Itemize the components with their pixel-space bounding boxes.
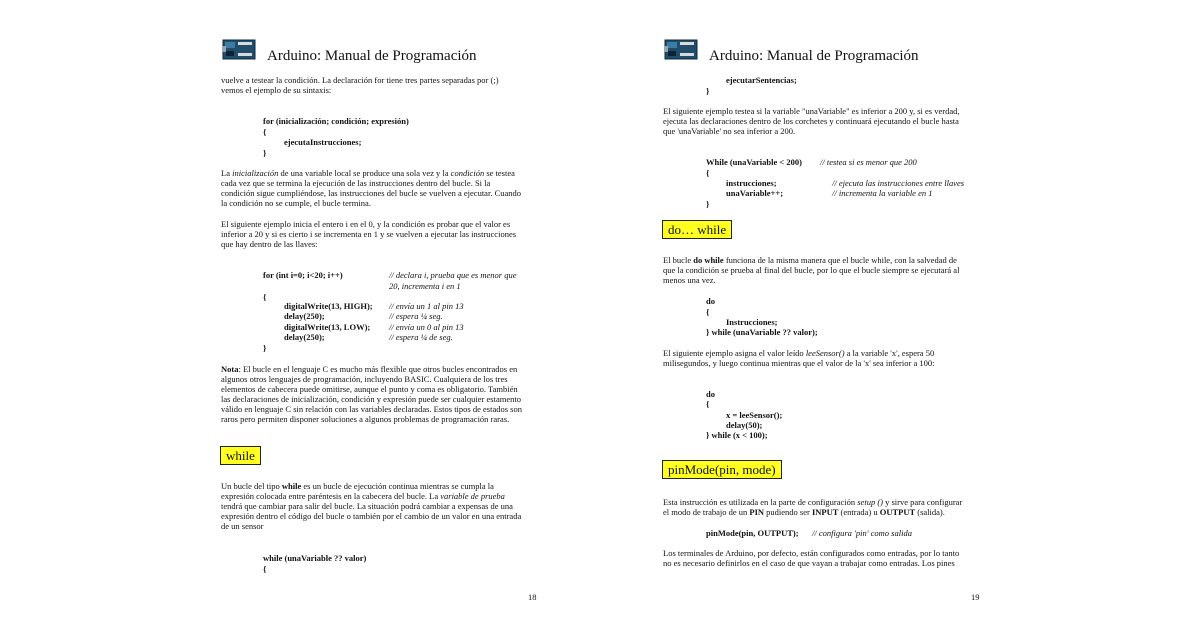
code-line: do (706, 296, 715, 306)
code-line: while (unaVariable ?? valor) (263, 553, 367, 563)
note-line: algunos otros lenguajes de programación, incluyendo BASIC. Cualquiera de los tres (221, 374, 508, 384)
arduino-board-icon (222, 38, 256, 60)
code-line: } (263, 343, 267, 353)
paragraph-line: El siguiente ejemplo inicia el entero i en el 0, y la condición es probar que el valor es (221, 219, 511, 229)
code-line: } (263, 148, 267, 158)
code-comment: // ejecuta las instrucciones entre llaves (832, 178, 965, 188)
code-comment: // envía un 0 al pin 13 (389, 322, 464, 332)
paragraph-line: menos una vez. (663, 275, 716, 285)
intro-line: vemos el ejemplo de su sintaxis: (221, 85, 332, 95)
code-comment: // configura 'pin' como salida (812, 528, 912, 538)
paragraph-line: Un bucle del tipo while es un bucle de ejecución continua mientras se cumpla la (221, 481, 494, 491)
page-number: 19 (971, 592, 980, 602)
code-line: { (706, 399, 710, 409)
code-line: delay(250); (284, 311, 325, 321)
code-line: do (706, 389, 715, 399)
paragraph-line: cada vez que se termina la ejecución de las instrucciones dentro del bucle. Si la (221, 178, 491, 188)
paragraph-line: El siguiente ejemplo testea si la variable "unaVariable" es inferior a 200 y, si es verdad, (663, 106, 960, 116)
code-line: { (263, 292, 267, 302)
note-line: las declaraciones de inicialización, condición y expresión puede ser cualquier estamento (221, 394, 521, 404)
code-line: delay(250); (284, 332, 325, 342)
code-comment: // incrementa la variable en 1 (832, 188, 933, 198)
code-line: { (706, 168, 710, 178)
code-line: While (unaVariable < 200) (706, 157, 802, 167)
section-heading-while: while (220, 446, 261, 465)
code-comment: // espera ¼ seg. (389, 311, 443, 321)
code-line: { (263, 127, 267, 137)
code-line: } while (x < 100); (706, 430, 768, 440)
code-line: for (inicialización; condición; expresión) (263, 116, 409, 126)
code-line: { (706, 307, 710, 317)
paragraph-line: la condición no se cumple, el bucle termina. (221, 198, 371, 208)
code-line: } while (unaVariable ?? valor); (706, 327, 818, 337)
code-line: ejecutarSentencias; (726, 75, 797, 85)
paragraph-line: condición sigue cumpliéndose, las instrucciones del bucle se vuelven a ejecutar. Cuando (221, 188, 522, 198)
paragraph-line: Esta instrucción es utilizada en la parte de configuración setup () y sirve para configurar (663, 497, 963, 507)
page-right (600, 0, 1200, 627)
arduino-board-icon (664, 38, 698, 60)
intro-line: vuelve a testear la condición. La declaración for tiene tres partes separadas por (;) (221, 75, 499, 85)
code-line: digitalWrite(13, LOW); (284, 322, 371, 332)
paragraph-line: expresión colocada entre paréntesis en la cabecera del bucle. La variable de prueba (221, 491, 505, 501)
paragraph-line: El siguiente ejemplo asigna el valor leído leeSensor() a la variable 'x', espera 50 (663, 348, 935, 358)
section-heading-pinmode: pinMode(pin, mode) (662, 460, 782, 479)
code-comment: 20, incrementa i en 1 (389, 281, 461, 291)
paragraph-line: que 'unaVariable' no sea inferior a 200. (663, 126, 796, 136)
note-line: válido en lenguaje C sin relación con las variables declaradas. Estos tipos de estados son (221, 404, 522, 414)
code-comment: // testea si es menor que 200 (820, 157, 917, 167)
code-line: x = leeSensor(); (726, 410, 783, 420)
code-comment: // declara i, prueba que es menor que (389, 270, 517, 280)
code-line: for (int i=0; i<20; i++) (263, 270, 343, 280)
code-line: Instrucciones; (726, 317, 778, 327)
section-heading-dowhile: do… while (662, 220, 732, 239)
code-line: digitalWrite(13, HIGH); (284, 301, 373, 311)
paragraph-line: no es necesario definirlos en el caso de que vayan a trabajar como entradas. Los pines (663, 558, 955, 568)
note-line: elementos de cabecera puede omitirse, aunque el punto y coma es obligatorio. También (221, 384, 518, 394)
code-line: delay(50); (726, 420, 763, 430)
code-line: pinMode(pin, OUTPUT); (706, 528, 799, 538)
code-line: } (706, 86, 710, 96)
page-title: Arduino: Manual de Programación (709, 48, 919, 64)
code-line: ejecutaInstrucciones; (284, 137, 362, 147)
code-comment: // envía un 1 al pin 13 (389, 301, 464, 311)
paragraph-line: La inicialización de una variable local se produce una sola vez y la condición se testea (221, 168, 515, 178)
code-comment: // espera ¼ de seg. (389, 332, 453, 342)
note-line: Nota: El bucle en el lenguaje C es mucho más flexible que otros bucles encontrados en (221, 364, 518, 374)
paragraph-line: de un sensor (221, 521, 264, 531)
page-number: 18 (528, 592, 537, 602)
paragraph-line: el modo de trabajo de un PIN pudiendo ser INPUT (entrada) u OUTPUT (salida). (663, 507, 945, 517)
paragraph-line: Los terminales de Arduino, por defecto, están configurados como entradas, por lo tanto (663, 548, 960, 558)
paragraph-line: expresión dentro el código del bucle o también por el cambio de un valor en una entrada (221, 511, 522, 521)
paragraph-line: milisegundos, y luego continua mientras que el valor de la 'x' sea inferior a 100: (663, 358, 935, 368)
code-line: unaVariable++; (726, 188, 784, 198)
paragraph-line: que la condición se prueba al final del bucle, por lo que el bucle siempre se ejecutará al (663, 265, 960, 275)
code-line: { (263, 564, 267, 574)
paragraph-line: ejecuta las declaraciones dentro de los corchetes y continuará ejecutando el bucle hasta (663, 116, 959, 126)
paragraph-line: que hay dentro de las llaves: (221, 239, 318, 249)
code-line: } (706, 199, 710, 209)
code-line: instrucciones; (726, 178, 777, 188)
paragraph-line: El bucle do while funciona de la misma manera que el bucle while, con la salvedad de (663, 255, 957, 265)
note-line: raros pero permiten disponer soluciones a algunos problemas de programación raras. (221, 414, 510, 424)
paragraph-line: inferior a 20 y si es cierto i se incrementa en 1 y se vuelven a ejecutar las instrucciones (221, 229, 517, 239)
page-title: Arduino: Manual de Programación (267, 48, 477, 64)
paragraph-line: tendrá que cambiar para salir del bucle. La situación podrá cambiar a expensas de una (221, 501, 513, 511)
